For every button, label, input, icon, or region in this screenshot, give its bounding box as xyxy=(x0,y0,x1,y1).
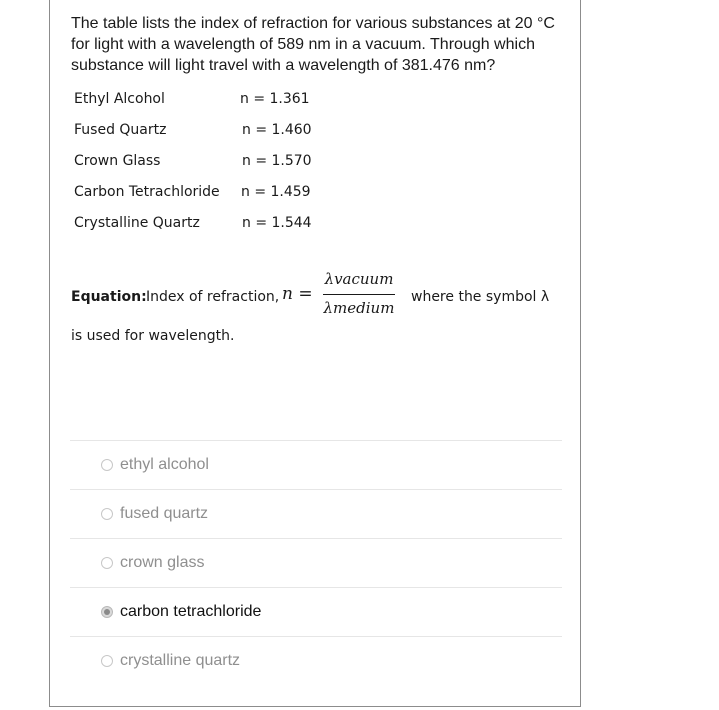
equation-continuation: is used for wavelength. xyxy=(71,328,235,344)
substance-name: Ethyl Alcohol xyxy=(74,91,165,107)
index-value: n = 1.544 xyxy=(242,215,312,231)
question-card xyxy=(49,0,581,707)
choice-crown-glass[interactable] xyxy=(70,538,562,587)
equation-label: Equation: xyxy=(71,289,147,305)
radio-button[interactable] xyxy=(101,557,113,569)
choice-crystalline-quartz[interactable] xyxy=(70,636,562,685)
choice-carbon-tetrachloride[interactable] xyxy=(70,587,562,636)
answer-choices xyxy=(70,440,562,685)
equation-where-text: where the symbol λ xyxy=(411,289,550,305)
radio-button[interactable] xyxy=(101,508,113,520)
equation xyxy=(71,270,566,317)
substance-name: Carbon Tetrachloride xyxy=(74,184,220,200)
n-symbol: n = xyxy=(282,284,313,304)
radio-button[interactable] xyxy=(101,655,113,667)
substance-name: Fused Quartz xyxy=(74,122,167,138)
equation-text: Index of refraction, xyxy=(146,289,280,305)
index-value: n = 1.459 xyxy=(241,184,311,200)
index-value: n = 1.361 xyxy=(240,91,310,107)
numerator: λvacuum xyxy=(324,270,394,288)
radio-button-selected[interactable] xyxy=(101,606,113,618)
choice-ethyl-alcohol[interactable] xyxy=(70,440,562,489)
denominator: λmedium xyxy=(323,299,395,317)
choice-label[interactable]: fused quartz xyxy=(120,505,209,522)
fraction-bar xyxy=(323,294,395,295)
choice-label[interactable]: crystalline quartz xyxy=(120,652,241,669)
question-text: The table lists the index of refraction for various substances at 20 °C for light with a wavelength of 589 nm in a vacuum. Through which substance will light travel with a wavelength of 381.476 nm? xyxy=(71,15,555,74)
index-value: n = 1.570 xyxy=(242,153,312,169)
choice-label[interactable]: ethyl alcohol xyxy=(120,456,209,473)
radio-button[interactable] xyxy=(101,459,113,471)
choice-label[interactable]: carbon tetrachloride xyxy=(120,603,262,620)
substance-name: Crystalline Quartz xyxy=(74,215,200,231)
index-value: n = 1.460 xyxy=(242,122,312,138)
choice-label[interactable]: crown glass xyxy=(120,554,205,571)
choice-fused-quartz[interactable] xyxy=(70,489,562,538)
substance-name: Crown Glass xyxy=(74,153,161,169)
